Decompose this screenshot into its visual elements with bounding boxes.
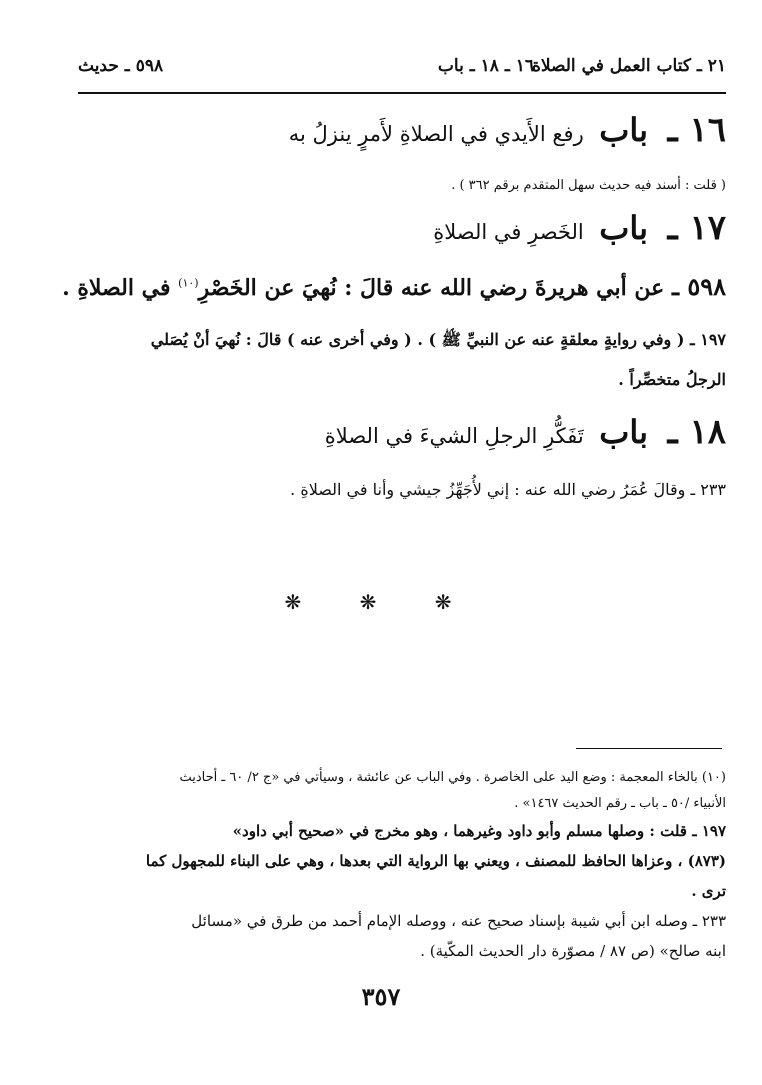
footnote-10-line1: (١٠) بالخاء المعجمة : وضع اليد على الخاصرة . وفي الباب عن عائشة ، وسيأتي في «ج ٢/ ٦٠ ـ أحاديث (179, 770, 726, 785)
editor-note-16: ( قلت : أسند فيه حديث سهل المتقدم برقم ٣٦٢ ) . (451, 178, 726, 193)
section-bab: باب (599, 111, 649, 149)
page-number: ٣٥٧ (361, 982, 401, 1011)
footnote-197-line1: ١٩٧ ـ قلت : وصلها مسلم وأبو داود وغيرهما ، وهو مخرج في «صحيح أبي داود» (232, 822, 726, 840)
header-chapter: ٢١ ـ كتاب العمل في الصلاة (531, 56, 726, 76)
hadith-text: عن أبي هريرةَ رضي الله عنه قالَ : نُهيَ عن الخَصْرِ (198, 275, 665, 301)
footnote-divider (576, 748, 722, 749)
header-divider (78, 92, 726, 94)
section-number: ١٨ ـ (667, 412, 726, 452)
footnote-233-line1: ٢٣٣ ـ وصله ابن أبي شيبة بإسناد صحيح عنه ، ووصله الإمام أحمد من طرق في «مسائل (191, 912, 726, 930)
footnote-ref: (١٠) (178, 276, 199, 290)
footnote-197-line2: (٨٧٣) ، وعزاها الحافظ للمصنف ، ويعني بها الرواية التي بعدها ، وهي على البناء للمجهول كما (145, 852, 726, 870)
section-number: ١٧ ـ (667, 208, 726, 248)
mualaq-233: ٢٣٣ ـ وقالَ عُمَرُ رضي الله عنه : إني لأُجَهِّزُ جيشي وأنا في الصلاةِ . (290, 480, 726, 499)
section-title: رفع الأَيدي في الصلاةِ لأَمرٍ ينزلُ به (288, 122, 584, 146)
footnote-197-line3: ترى . (691, 882, 726, 900)
header-hadith: ٥٩٨ ـ حديث (78, 56, 164, 76)
running-header (78, 56, 726, 88)
section-title: الخَصرِ في الصلاةِ (433, 220, 584, 244)
section-end-ornament: ❋ ❋ ❋ (284, 590, 478, 614)
section-number: ١٦ ـ (667, 110, 726, 150)
header-sections: ١٦ ـ ١٨ ـ باب (437, 56, 534, 76)
section-heading-16 (36, 110, 726, 150)
section-bab: باب (599, 413, 649, 451)
hadith-text-end: في الصلاةِ . (62, 275, 171, 301)
section-heading-17 (36, 208, 726, 248)
footnote-233-line2: ابنه صالح» (ص ٨٧ / مصوّرة دار الحديث المكّية) . (420, 942, 726, 960)
mualaq-197-line2: الرجلُ متخصِّراً . (618, 370, 726, 389)
section-title: تَفَكُّرِ الرجلِ الشيءَ في الصلاةِ (324, 424, 584, 448)
mualaq-197-line1: ١٩٧ ـ ( وفي روايةٍ معلقةٍ عنه عن النبيِّ ﷺ ) . ( وفي أخرى عنه ) قالَ : نُهيَ أنْ يُصَلي (150, 330, 726, 349)
section-heading-18 (36, 412, 726, 452)
footnote-10-line2: الأنبياء /٥٠ ـ باب ـ رقم الحديث ١٤٦٧» . (514, 796, 726, 811)
hadith-598 (36, 272, 726, 301)
section-bab: باب (599, 209, 649, 247)
hadith-number: ٥٩٨ ـ (671, 272, 726, 301)
